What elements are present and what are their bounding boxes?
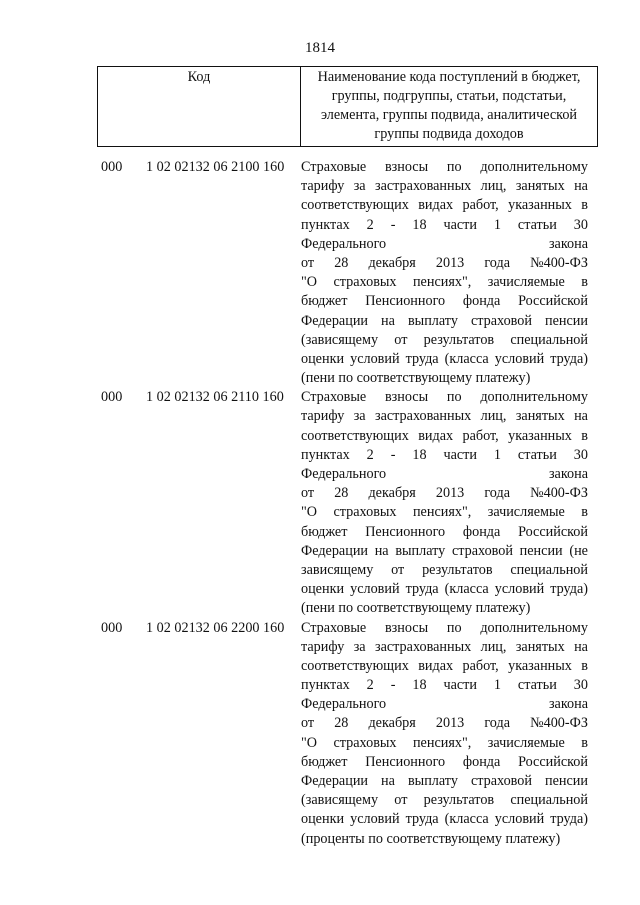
description-line: Федерального закона bbox=[301, 235, 588, 252]
list-item bbox=[0, 158, 640, 388]
description-line: "О страховых пенсиях", зачисляемые в bbox=[301, 274, 588, 291]
description-line: от 28 декабря 2013 года №400-ФЗ bbox=[301, 254, 588, 271]
header-table bbox=[97, 66, 598, 147]
description-line: Федерации на выплату страховой пенсии bbox=[301, 312, 588, 329]
description-line: Федерации на выплату страховой пенсии bbox=[301, 773, 588, 789]
description-line: от 28 декабря 2013 года №400-ФЗ bbox=[301, 715, 588, 732]
description-line: (проценты по соответствующему платежу) bbox=[301, 830, 561, 847]
description-line: тарифу за застрахованных лиц, занятых на bbox=[301, 408, 588, 425]
description-line: бюджет Пенсионного фонда Российской bbox=[301, 523, 588, 540]
revenue-code: 1 02 02132 06 2110 160 bbox=[146, 389, 284, 406]
entry-description bbox=[301, 388, 588, 618]
description-line: "О страховых пенсиях", зачисляемые в bbox=[301, 504, 588, 521]
admin-code: 000 bbox=[101, 389, 123, 406]
description-line: Федерального закона bbox=[301, 466, 588, 482]
description-line: бюджет Пенсионного фонда Российской bbox=[301, 753, 588, 770]
description-line: от 28 декабря 2013 года №400-ФЗ bbox=[301, 485, 588, 502]
header-code-cell: Код bbox=[98, 67, 301, 147]
description-line: тарифу за застрахованных лиц, занятых на bbox=[301, 638, 588, 655]
description-line: тарифу за застрахованных лиц, занятых на bbox=[301, 178, 588, 195]
list-item bbox=[0, 388, 640, 618]
description-line: (пени по соответствующему платежу) bbox=[301, 370, 531, 387]
revenue-code: 1 02 02132 06 2100 160 bbox=[146, 159, 285, 175]
description-line: Страховые взносы по дополнительному bbox=[301, 159, 588, 175]
page-number: 1814 bbox=[305, 40, 335, 56]
revenue-code: 1 02 02132 06 2200 160 bbox=[146, 619, 285, 636]
description-line: оценки условий труда (класса условий труда) bbox=[301, 811, 588, 828]
description-line: оценки условий труда (класса условий труда) bbox=[301, 350, 588, 367]
description-line: Федерального закона bbox=[301, 696, 588, 713]
header-row bbox=[98, 67, 598, 147]
description-line: "О страховых пенсиях", зачисляемые в bbox=[301, 734, 588, 751]
admin-code: 000 bbox=[101, 159, 123, 175]
description-line: пунктах 2 - 18 части 1 статьи 30 bbox=[301, 216, 588, 233]
list-item bbox=[0, 619, 640, 849]
description-line: оценки условий труда (класса условий труда) bbox=[301, 581, 588, 598]
description-line: (зависящему от результатов специальной bbox=[301, 792, 588, 809]
description-line: бюджет Пенсионного фонда Российской bbox=[301, 293, 588, 310]
description-line: Страховые взносы по дополнительному bbox=[301, 389, 588, 406]
description-line: соответствующих видах работ, указанных в bbox=[301, 197, 588, 214]
description-line: Федерации на выплату страховой пенсии (не bbox=[301, 542, 588, 559]
description-line: зависящему от результатов специальной bbox=[301, 561, 588, 578]
header-name-cell: Наименование кода поступлений в бюджет, группы, подгруппы, статьи, подстатьи, элемента, группы подвида, аналитической группы подвида доходов bbox=[301, 67, 598, 147]
description-line: (пени по соответствующему платежу) bbox=[301, 600, 531, 617]
entry-description bbox=[301, 619, 588, 849]
description-line: Страховые взносы по дополнительному bbox=[301, 619, 588, 636]
entries-list bbox=[0, 158, 640, 849]
description-line: пунктах 2 - 18 части 1 статьи 30 bbox=[301, 677, 588, 694]
description-line: соответствующих видах работ, указанных в bbox=[301, 427, 588, 444]
admin-code: 000 bbox=[101, 619, 123, 636]
entry-description bbox=[301, 158, 588, 388]
description-line: соответствующих видах работ, указанных в bbox=[301, 657, 588, 674]
description-line: пунктах 2 - 18 части 1 статьи 30 bbox=[301, 446, 588, 463]
description-line: (зависящему от результатов специальной bbox=[301, 331, 588, 348]
